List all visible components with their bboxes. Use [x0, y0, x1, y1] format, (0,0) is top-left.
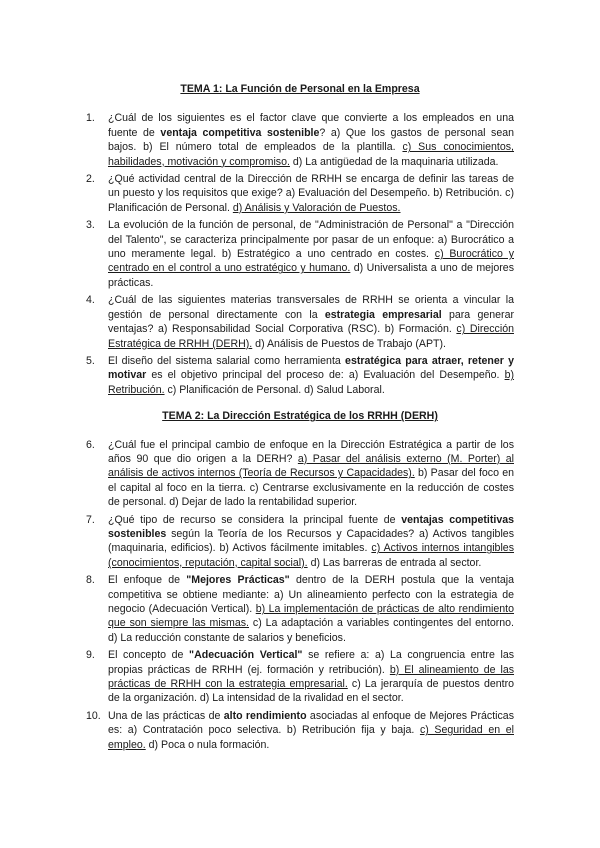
question-text	[108, 574, 514, 644]
question-item	[86, 513, 514, 571]
question-segment: asociadas al enfoque de Mejores Prácticas es: a) Contratación poco selectiva. b) Retribución fija y baja.	[108, 709, 514, 737]
correct-answer: b) El alineamiento de las prácticas de RRHH con la estrategia empresarial.	[108, 663, 515, 691]
question-segment: según la Teoría de los Recursos y Capacidades? a) Activos tangibles (maquinaria, edificios). b) Activos fácilmente imitables.	[108, 527, 514, 555]
question-segment: c) Planificación de Personal. d) Salud Laboral.	[164, 383, 385, 396]
question-number: 7.	[86, 513, 95, 526]
tema-2-title: TEMA 2: La Dirección Estratégica de los RRHH (DERH)	[162, 410, 438, 423]
question-number: 4.	[86, 294, 95, 307]
question-text	[108, 112, 514, 167]
correct-answer: c) Seguridad en el empleo.	[108, 724, 514, 751]
correct-answer: b) Retribución.	[108, 369, 514, 396]
question-segment: ¿Qué actividad central de la Dirección de RRHH se encarga de definir las tareas de un puesto y los requisitos que exige? a) Evaluación del Desempeño. b) Retribución. c) Planificación de Personal.	[108, 173, 514, 214]
correct-answer: c) Burocrático y centrado en el control a uno estratégico y humano.	[108, 248, 514, 275]
question-text	[108, 439, 514, 509]
question-item	[86, 111, 514, 169]
question-segment: c) La jerarquía de puestos dentro de la organización. d) La intensidad de la rivalidad en el sector.	[108, 678, 514, 705]
question-text	[108, 294, 514, 349]
question-text	[108, 649, 514, 704]
correct-answer: b) La implementación de prácticas de alto rendimiento que son siempre las mismas.	[108, 603, 515, 630]
correct-answer: c) Activos internos intangibles (conocimientos, reputación, capital social).	[108, 542, 514, 569]
question-item	[86, 172, 514, 215]
question-segment: dentro de la DERH postula que la ventaja competitiva se obtiene mediante: a) Un alineamiento perfecto con la estrategia de negocio (Adecuación Vertical).	[108, 574, 515, 615]
question-item	[86, 218, 514, 290]
question-segment: se refiere a: a) La congruencia entre las propias prácticas de RRHH (ej. formación y retribución).	[108, 649, 515, 676]
question-text	[108, 514, 514, 569]
tema-1-title: TEMA 1: La Función de Personal en la Empresa	[180, 83, 420, 95]
question-segment: para generar ventajas? a) Responsabilidad Social Corporativa (RSC). b) Formación.	[108, 308, 514, 336]
question-segment: d) Análisis de Puestos de Trabajo (APT).	[252, 337, 446, 350]
question-segment: c) La adaptación a variables contingentes del entorno. d) La reducción constante de salarios y beneficios.	[108, 617, 514, 644]
question-segment: d) La antigüedad de la maquinaria utilizada.	[289, 155, 499, 168]
question-item	[86, 438, 514, 510]
tema-2-question-list	[86, 438, 514, 753]
question-text	[108, 219, 514, 289]
question-segment: La evolución de la función de personal, de "Administración de Personal" a "Dirección del Talento", se caracteriza principalmente por pasar de un enfoque: a) Burocrático a uno meramente legal. b) Estratégico a uno centrado en costes.	[108, 219, 514, 261]
question-item	[86, 648, 514, 706]
question-item	[86, 573, 514, 645]
key-term: "Adecuación Vertical"	[189, 649, 303, 662]
question-segment: d) Universalista a uno de mejores prácticas.	[108, 262, 514, 289]
question-segment: es el objetivo principal del proceso de: a) Evaluación del Desempeño.	[146, 369, 505, 382]
question-segment: ¿Qué tipo de recurso se considera la principal fuente de	[108, 513, 402, 526]
key-term: alto rendimiento	[223, 709, 307, 722]
question-item	[86, 293, 514, 351]
question-text	[108, 355, 514, 396]
question-segment: b) Pasar del foco en el capital al foco en la tierra. c) Centrarse exclusivamente en la reducción de costes de personal. d) Dejar de lado la rentabilidad superior.	[108, 467, 514, 509]
question-number: 1.	[86, 112, 95, 125]
question-segment: El concepto de	[108, 649, 190, 662]
key-term: "Mejores Prácticas"	[186, 574, 290, 587]
question-segment: ¿Cuál de las siguientes materias transversales de RRHH se orienta a vincular la gestión de personal directamente con la	[108, 294, 514, 321]
question-number: 2.	[86, 173, 95, 186]
tema-1-question-list	[86, 111, 514, 397]
question-segment: Una de las prácticas de	[108, 709, 224, 722]
question-number: 10.	[86, 709, 101, 722]
question-item	[86, 354, 514, 397]
question-segment: ¿Cuál de los siguientes es el factor clave que convierte a los empleados en una fuente de	[108, 112, 514, 139]
question-segment: ? a) Que los gastos de personal sean bajos. b) El número total de empleados de la plantilla.	[108, 126, 514, 154]
key-term: ventajas competitivas sostenibles	[108, 513, 514, 540]
question-item	[86, 709, 514, 752]
question-number: 9.	[86, 649, 95, 662]
question-segment: El diseño del sistema salarial como herramienta	[108, 354, 346, 367]
question-number: 8.	[86, 574, 95, 587]
question-text	[108, 173, 514, 214]
question-segment: d) Poca o nula formación.	[145, 738, 270, 751]
key-term: ventaja competitiva sostenible	[160, 126, 320, 139]
question-text	[108, 710, 514, 751]
question-number: 5.	[86, 354, 95, 367]
question-number: 3.	[86, 219, 95, 232]
correct-answer: d) Análisis y Valoración de Puestos.	[232, 201, 401, 214]
question-segment: ¿Cuál fue el principal cambio de enfoque en la Dirección Estratégica a partir de los años 90 que dio origen a la DERH?	[108, 438, 514, 465]
key-term: estrategia empresarial	[324, 308, 442, 321]
correct-answer: a) Pasar del análisis externo (M. Porter) al análisis de activos internos (Teoría de Recursos y Capacidades).	[108, 452, 514, 480]
question-segment: El enfoque de	[108, 574, 187, 587]
key-term: estratégica para atraer, retener y motivar	[108, 354, 514, 382]
correct-answer: c) Dirección Estratégica de RRHH (DERH).	[108, 323, 514, 350]
question-segment: d) Las barreras de entrada al sector.	[307, 556, 482, 569]
question-number: 6.	[86, 438, 95, 451]
correct-answer: c) Sus conocimientos, habilidades, motivación y compromiso.	[108, 141, 514, 168]
